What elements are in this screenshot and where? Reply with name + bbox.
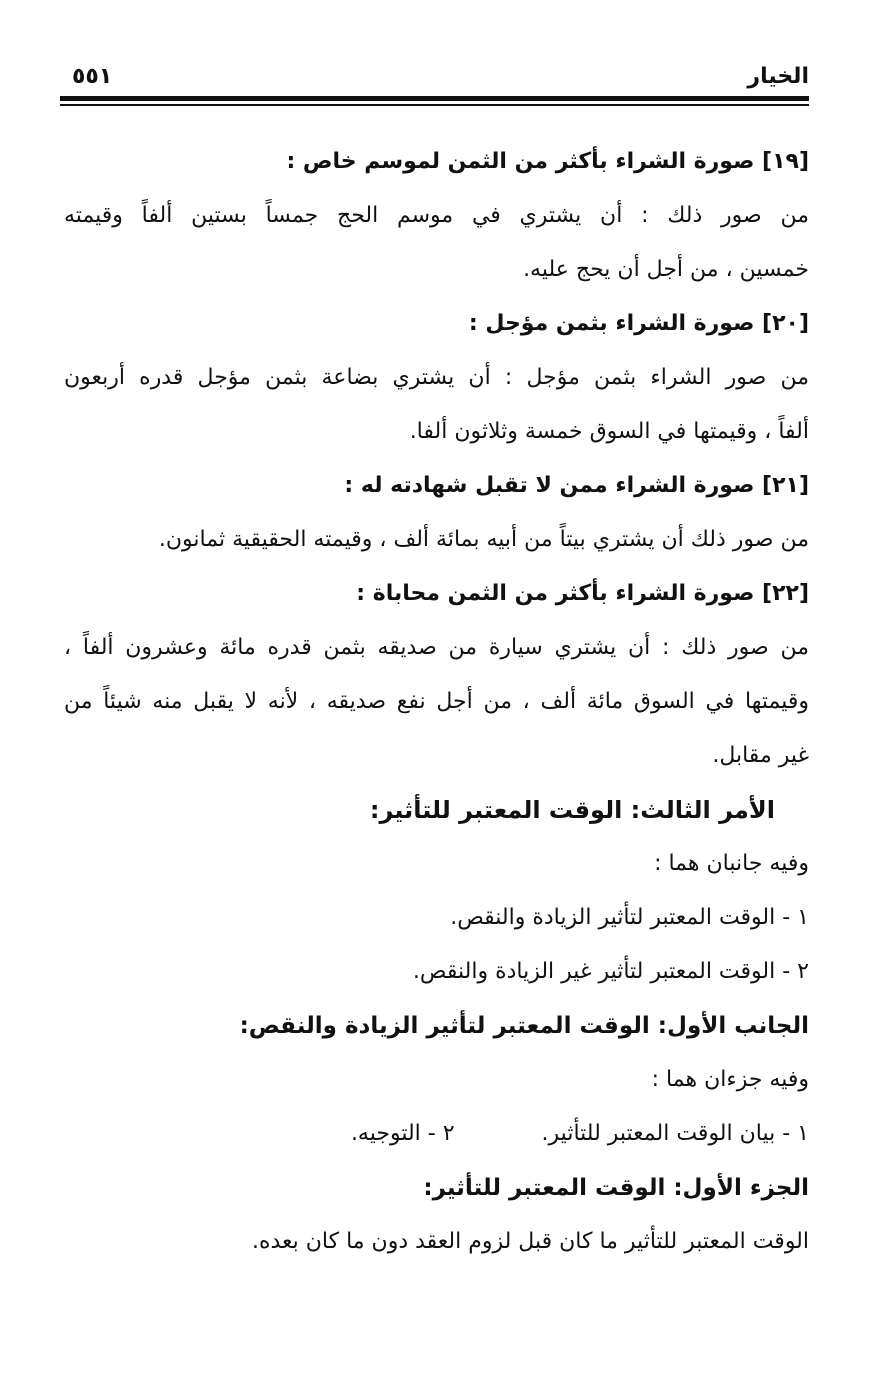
- paragraph-line: من صور ذلك أن يشتري بيتاً من أبيه بمائة ألف ، وقيمته الحقيقية ثمانون.: [158, 527, 809, 552]
- list-row: [64, 1107, 809, 1161]
- paragraph-line: خمسين ، من أجل أن يحج عليه.: [523, 257, 809, 282]
- paragraph-line: من صور الشراء بثمن مؤجل : أن يشتري بضاعة بثمن مؤجل قدره أربعون: [64, 365, 809, 390]
- list-item: ٢ - الوقت المعتبر لتأثير غير الزيادة والنقص.: [412, 959, 809, 984]
- list-item: ٢ - التوجيه.: [350, 1121, 455, 1146]
- list-item: ١ - الوقت المعتبر لتأثير الزيادة والنقص.: [450, 905, 809, 930]
- paragraph-line: وفيه جزءان هما :: [651, 1067, 809, 1092]
- chapter-title: الخيار: [747, 64, 809, 89]
- running-header: [72, 62, 809, 96]
- section-heading-21: [٢١] صورة الشراء ممن لا تقبل شهادته له :: [344, 473, 809, 498]
- page-body: [64, 135, 809, 1269]
- section-heading-22: [٢٢] صورة الشراء بأكثر من الثمن محاباة :: [356, 581, 809, 606]
- paragraph-line: غير مقابل.: [712, 743, 809, 768]
- main-heading-third-matter: الأمر الثالث: الوقت المعتبر للتأثير:: [369, 796, 775, 824]
- page-number: ٥٥١: [72, 64, 113, 89]
- paragraph-line: الوقت المعتبر للتأثير ما كان قبل لزوم العقد دون ما كان بعده.: [251, 1229, 809, 1254]
- paragraph-line: وقيمتها في السوق مائة ألف ، من أجل نفع صديقه ، لأنه لا يقبل منه شيئاً من: [64, 689, 809, 714]
- section-heading-20: [٢٠] صورة الشراء بثمن مؤجل :: [468, 311, 809, 336]
- paragraph-line: من صور ذلك : أن يشتري في موسم الحج جمساً بستين ألفاً وقيمته: [64, 203, 809, 228]
- paragraph-line: من صور ذلك : أن يشتري سيارة من صديقه بثمن قدره مائة وعشرون ألفاً ،: [64, 635, 809, 660]
- section-heading-19: [١٩] صورة الشراء بأكثر من الثمن لموسم خاص :: [286, 149, 809, 174]
- subheading-first-part: الجزء الأول: الوقت المعتبر للتأثير:: [423, 1175, 809, 1201]
- list-item: ١ - بيان الوقت المعتبر للتأثير.: [541, 1121, 809, 1146]
- header-rule-thick: [60, 96, 809, 101]
- subheading-first-side: الجانب الأول: الوقت المعتبر لتأثير الزيادة والنقص:: [239, 1013, 809, 1039]
- header-rule-thin: [60, 104, 809, 106]
- paragraph-line: ألفاً ، وقيمتها في السوق خمسة وثلاثون ألفا.: [409, 419, 809, 444]
- paragraph-line: وفيه جانبان هما :: [654, 851, 809, 876]
